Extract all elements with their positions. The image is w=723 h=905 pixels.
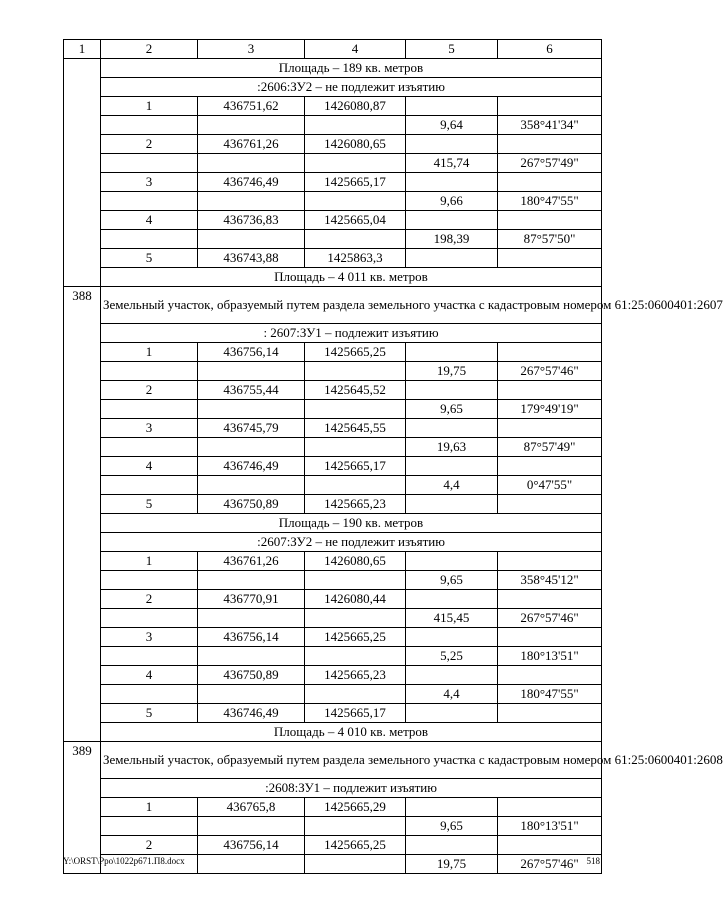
footer-page-number: 518	[586, 856, 600, 866]
coordinates-table	[63, 39, 723, 874]
coord-x: 436770,91	[198, 590, 305, 609]
table-row	[64, 192, 602, 211]
cadastral-label: :2606:ЗУ2 – не подлежит изъятию	[101, 78, 602, 97]
empty-cell	[101, 609, 198, 628]
area-row: Площадь – 190 кв. метров	[101, 514, 602, 533]
coord-x: 436746,49	[198, 457, 305, 476]
table-row	[64, 552, 602, 571]
table-row	[64, 287, 602, 324]
empty-cell	[498, 836, 602, 855]
empty-cell	[406, 249, 498, 268]
coord-x: 436746,49	[198, 704, 305, 723]
table-row	[64, 268, 602, 287]
table-row	[64, 609, 602, 628]
empty-cell	[498, 211, 602, 230]
coord-y: 1425645,52	[305, 381, 406, 400]
table-row	[64, 571, 602, 590]
table-row	[64, 173, 602, 192]
table-row	[64, 514, 602, 533]
table-row	[64, 666, 602, 685]
table-row	[64, 135, 602, 154]
point-number: 5	[101, 495, 198, 514]
point-number: 2	[101, 135, 198, 154]
point-number: 3	[101, 419, 198, 438]
empty-cell	[198, 362, 305, 381]
segment-length: 415,45	[406, 609, 498, 628]
empty-cell	[498, 495, 602, 514]
empty-cell	[498, 97, 602, 116]
empty-cell	[101, 230, 198, 249]
row-number: 388	[64, 287, 101, 742]
coord-y: 1425665,25	[305, 343, 406, 362]
empty-cell	[198, 154, 305, 173]
direction-angle: 180°13'51"	[498, 647, 602, 666]
empty-cell	[406, 628, 498, 647]
direction-angle: 267°57'46"	[498, 609, 602, 628]
point-number: 3	[101, 173, 198, 192]
coord-x: 436761,26	[198, 135, 305, 154]
empty-cell	[498, 249, 602, 268]
direction-angle: 180°47'55"	[498, 685, 602, 704]
table-row	[64, 495, 602, 514]
empty-cell	[198, 116, 305, 135]
coord-x: 436750,89	[198, 666, 305, 685]
coord-y: 1425665,23	[305, 666, 406, 685]
segment-length: 4,4	[406, 476, 498, 495]
table-row	[64, 419, 602, 438]
coord-y: 1425863,3	[305, 249, 406, 268]
coord-x: 436743,88	[198, 249, 305, 268]
coord-y: 1425665,23	[305, 495, 406, 514]
table-row	[64, 647, 602, 666]
header-row	[64, 40, 602, 59]
point-number: 4	[101, 457, 198, 476]
empty-cell	[305, 192, 406, 211]
direction-angle: 267°57'46"	[498, 855, 602, 874]
direction-angle: 179°49'19"	[498, 400, 602, 419]
coord-y: 1425665,17	[305, 457, 406, 476]
coord-y: 1425665,17	[305, 173, 406, 192]
point-number: 2	[101, 381, 198, 400]
empty-cell	[305, 571, 406, 590]
empty-cell	[101, 438, 198, 457]
empty-cell	[198, 609, 305, 628]
direction-angle: 87°57'49"	[498, 438, 602, 457]
table-row	[64, 685, 602, 704]
direction-angle: 358°41'34"	[498, 116, 602, 135]
coord-y: 1426080,87	[305, 97, 406, 116]
empty-cell	[101, 571, 198, 590]
point-number: 2	[101, 590, 198, 609]
point-number: 4	[101, 666, 198, 685]
row-number	[64, 59, 101, 287]
coord-y: 1426080,44	[305, 590, 406, 609]
parcel-title: Земельный участок, образуемый путем раздела земельного участка с кадастровым номером 61:25:0600401:2607	[101, 287, 602, 324]
empty-cell	[305, 438, 406, 457]
table-row	[64, 59, 602, 78]
empty-cell	[101, 362, 198, 381]
point-number: 5	[101, 704, 198, 723]
area-row: Площадь – 4 011 кв. метров	[101, 268, 602, 287]
empty-cell	[198, 230, 305, 249]
area-row: Площадь – 189 кв. метров	[101, 59, 602, 78]
empty-cell	[406, 666, 498, 685]
table-row	[64, 817, 602, 836]
segment-length: 19,63	[406, 438, 498, 457]
empty-cell	[198, 571, 305, 590]
direction-angle: 358°45'12"	[498, 571, 602, 590]
table-row	[64, 381, 602, 400]
empty-cell	[498, 628, 602, 647]
coord-x: 436765,8	[198, 798, 305, 817]
empty-cell	[198, 855, 305, 874]
coord-y: 1425665,29	[305, 798, 406, 817]
empty-cell	[498, 590, 602, 609]
header-cell: 5	[406, 40, 498, 59]
table-row	[64, 211, 602, 230]
empty-cell	[498, 552, 602, 571]
table-row	[64, 362, 602, 381]
segment-length: 5,25	[406, 647, 498, 666]
table-row	[64, 400, 602, 419]
empty-cell	[305, 609, 406, 628]
point-number: 1	[101, 552, 198, 571]
empty-cell	[406, 836, 498, 855]
empty-cell	[498, 798, 602, 817]
empty-cell	[406, 343, 498, 362]
coord-x: 436736,83	[198, 211, 305, 230]
empty-cell	[101, 116, 198, 135]
empty-cell	[198, 192, 305, 211]
direction-angle: 0°47'55"	[498, 476, 602, 495]
point-number: 1	[101, 97, 198, 116]
empty-cell	[406, 552, 498, 571]
empty-cell	[406, 495, 498, 514]
segment-length: 9,65	[406, 817, 498, 836]
empty-cell	[406, 590, 498, 609]
direction-angle: 267°57'46"	[498, 362, 602, 381]
area-row: Площадь – 4 010 кв. метров	[101, 723, 602, 742]
empty-cell	[498, 173, 602, 192]
cadastral-label: :2608:ЗУ1 – подлежит изъятию	[101, 779, 602, 798]
coord-x: 436746,49	[198, 173, 305, 192]
empty-cell	[198, 476, 305, 495]
empty-cell	[406, 211, 498, 230]
table-row	[64, 457, 602, 476]
coord-y: 1425665,25	[305, 628, 406, 647]
table-row	[64, 723, 602, 742]
empty-cell	[101, 400, 198, 419]
table-row	[64, 249, 602, 268]
table-row	[64, 438, 602, 457]
coord-x: 436761,26	[198, 552, 305, 571]
empty-cell	[198, 400, 305, 419]
direction-angle: 267°57'49"	[498, 154, 602, 173]
header-cell: 4	[305, 40, 406, 59]
empty-cell	[406, 704, 498, 723]
empty-cell	[305, 817, 406, 836]
empty-cell	[101, 476, 198, 495]
coord-y: 1426080,65	[305, 135, 406, 154]
table-row	[64, 97, 602, 116]
coord-x: 436751,62	[198, 97, 305, 116]
footer-file-path: Y:\ORST\Ppo\1022p671.П8.docx	[63, 856, 185, 866]
table-row	[64, 533, 602, 552]
coord-x: 436756,14	[198, 343, 305, 362]
header-cell: 3	[198, 40, 305, 59]
empty-cell	[101, 154, 198, 173]
empty-cell	[406, 419, 498, 438]
empty-cell	[198, 438, 305, 457]
table-row	[64, 836, 602, 855]
coord-y: 1425665,25	[305, 836, 406, 855]
table-row	[64, 742, 602, 779]
table-row	[64, 628, 602, 647]
empty-cell	[406, 798, 498, 817]
empty-cell	[406, 135, 498, 154]
direction-angle: 180°47'55"	[498, 192, 602, 211]
empty-cell	[198, 817, 305, 836]
segment-length: 9,64	[406, 116, 498, 135]
header-cell: 2	[101, 40, 198, 59]
cadastral-label: : 2607:ЗУ1 – подлежит изъятию	[101, 324, 602, 343]
table-row	[64, 798, 602, 817]
point-number: 3	[101, 628, 198, 647]
point-number: 5	[101, 249, 198, 268]
empty-cell	[406, 381, 498, 400]
empty-cell	[498, 457, 602, 476]
cadastral-label: :2607:ЗУ2 – не подлежит изъятию	[101, 533, 602, 552]
parcel-title: Земельный участок, образуемый путем раздела земельного участка с кадастровым номером 61:25:0600401:2608	[101, 742, 602, 779]
empty-cell	[498, 704, 602, 723]
table-row	[64, 324, 602, 343]
segment-length: 4,4	[406, 685, 498, 704]
direction-angle: 180°13'51"	[498, 817, 602, 836]
empty-cell	[101, 817, 198, 836]
empty-cell	[406, 173, 498, 192]
coord-y: 1425645,55	[305, 419, 406, 438]
empty-cell	[198, 685, 305, 704]
point-number: 4	[101, 211, 198, 230]
table-row	[64, 704, 602, 723]
empty-cell	[305, 230, 406, 249]
empty-cell	[101, 647, 198, 666]
table-row	[64, 78, 602, 97]
point-number: 2	[101, 836, 198, 855]
segment-length: 198,39	[406, 230, 498, 249]
segment-length: 415,74	[406, 154, 498, 173]
empty-cell	[198, 647, 305, 666]
segment-length: 9,65	[406, 400, 498, 419]
point-number: 1	[101, 343, 198, 362]
table-row	[64, 343, 602, 362]
empty-cell	[406, 457, 498, 476]
empty-cell	[101, 192, 198, 211]
table-row	[64, 779, 602, 798]
empty-cell	[305, 855, 406, 874]
table-row	[64, 590, 602, 609]
empty-cell	[406, 97, 498, 116]
empty-cell	[498, 666, 602, 685]
coord-y: 1426080,65	[305, 552, 406, 571]
empty-cell	[498, 381, 602, 400]
segment-length: 19,75	[406, 855, 498, 874]
coord-y: 1425665,04	[305, 211, 406, 230]
empty-cell	[101, 685, 198, 704]
empty-cell	[305, 362, 406, 381]
row-number: 389	[64, 742, 101, 874]
empty-cell	[305, 116, 406, 135]
header-cell: 1	[64, 40, 101, 59]
table-row	[64, 476, 602, 495]
empty-cell	[498, 135, 602, 154]
empty-cell	[498, 419, 602, 438]
coord-x: 436756,14	[198, 628, 305, 647]
table-row	[64, 230, 602, 249]
direction-angle: 87°57'50"	[498, 230, 602, 249]
empty-cell	[305, 400, 406, 419]
coord-x: 436745,79	[198, 419, 305, 438]
point-number: 1	[101, 798, 198, 817]
coord-x: 436755,44	[198, 381, 305, 400]
segment-length: 9,66	[406, 192, 498, 211]
empty-cell	[305, 647, 406, 666]
empty-cell	[305, 154, 406, 173]
header-cell: 6	[498, 40, 602, 59]
coord-y: 1425665,17	[305, 704, 406, 723]
empty-cell	[305, 685, 406, 704]
coord-x: 436756,14	[198, 836, 305, 855]
empty-cell	[498, 343, 602, 362]
empty-cell	[305, 476, 406, 495]
segment-length: 19,75	[406, 362, 498, 381]
segment-length: 9,65	[406, 571, 498, 590]
coord-x: 436750,89	[198, 495, 305, 514]
table-row	[64, 154, 602, 173]
table-row	[64, 116, 602, 135]
